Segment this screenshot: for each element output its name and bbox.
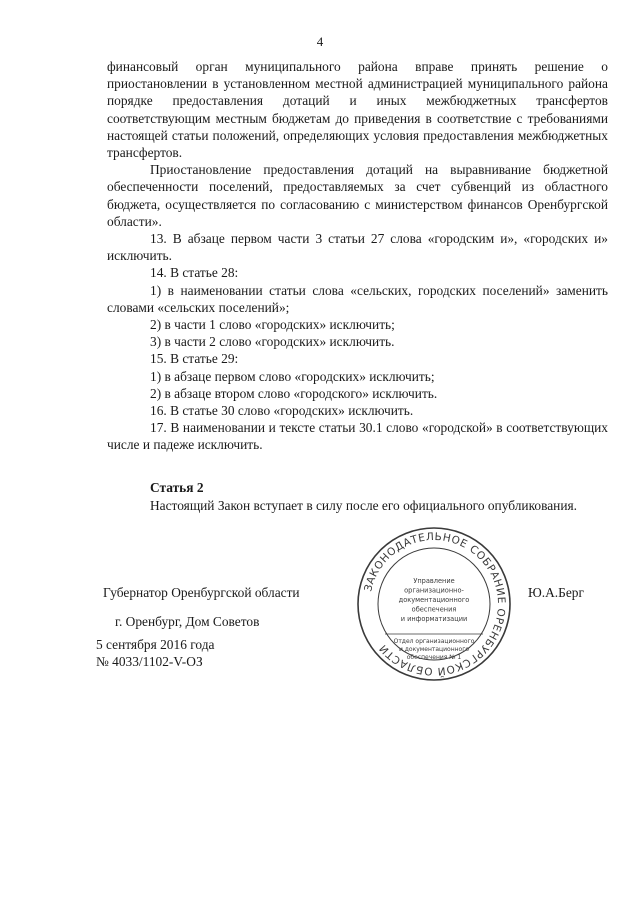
signing-date: 5 сентября 2016 года [96, 637, 215, 652]
seal-center-line: организационно- [404, 586, 464, 595]
paragraph: 13. В абзаце первом части 3 статьи 27 слова «городским и», «городских и» исключить. [107, 231, 608, 264]
paragraph: финансовый орган муниципального района вправе принять решение о приостановлении в установленном местной администрацией муниципального района порядке предоставления дотаций и иных межбюджетных трансфертов соответствующим местным бюджетам до приведения в соответствие с требованиями настоящей статьи положений, определяющих условия предоставления межбюджетных трансфертов. [107, 59, 608, 161]
seal-center-line: Управление [413, 577, 455, 585]
paragraph: 14. В статье 28: [150, 265, 239, 281]
article-text: Настоящий Закон вступает в силу после его официального опубликования. [150, 498, 578, 513]
article-heading: Статья 2 [150, 480, 204, 495]
signing-place: г. Оренбург, Дом Советов [115, 614, 260, 629]
official-seal [355, 525, 513, 683]
governor-title: Губернатор Оренбургской области [103, 585, 300, 600]
paragraph: 15. В статье 29: [150, 351, 239, 367]
governor-name: Ю.А.Берг [528, 585, 584, 600]
seal-center-line: документационного [398, 596, 470, 604]
body-text [107, 58, 608, 454]
paragraph: 3) в части 2 слово «городских» исключить. [150, 334, 395, 350]
law-number: № 4033/1102-V-ОЗ [96, 654, 203, 669]
seal-ring-text: ЗАКОНОДАТЕЛЬНОЕ СОБРАНИЕ ОРЕНБУРГСКОЙ ОБЛАСТИ [362, 530, 508, 678]
seal-center-line: и информатизации [400, 615, 468, 623]
paragraph: 16. В статье 30 слово «городских» исключить. [150, 403, 414, 419]
page-number: 4 [316, 34, 324, 49]
paragraph: Приостановление предоставления дотаций на выравнивание бюджетной обеспеченности поселений, предоставляемых за счет субвенций из областного бюджета, осуществляется по согласованию с министерством финансов Оренбургской области». [107, 162, 608, 229]
paragraph: 17. В наименовании и тексте статьи 30.1 слово «городской» в соответствующих числе и падеже исключить. [107, 420, 608, 453]
seal-lower-line: и документационного [398, 646, 470, 653]
paragraph: 2) в части 1 слово «городских» исключить; [150, 317, 395, 333]
paragraph: 2) в абзаце втором слово «городского» исключить. [150, 385, 438, 401]
seal-center-line: обеспечения [411, 605, 457, 614]
paragraph: 1) в наименовании статьи слова «сельских, городских поселений» заменить словами «сельских поселений»; [107, 282, 608, 315]
seal-lower-line: обеспечения № 1 [406, 654, 462, 661]
seal-lower-line: Отдел организационного [393, 638, 475, 645]
paragraph: 1) в абзаце первом слово «городских» исключить; [150, 368, 435, 384]
